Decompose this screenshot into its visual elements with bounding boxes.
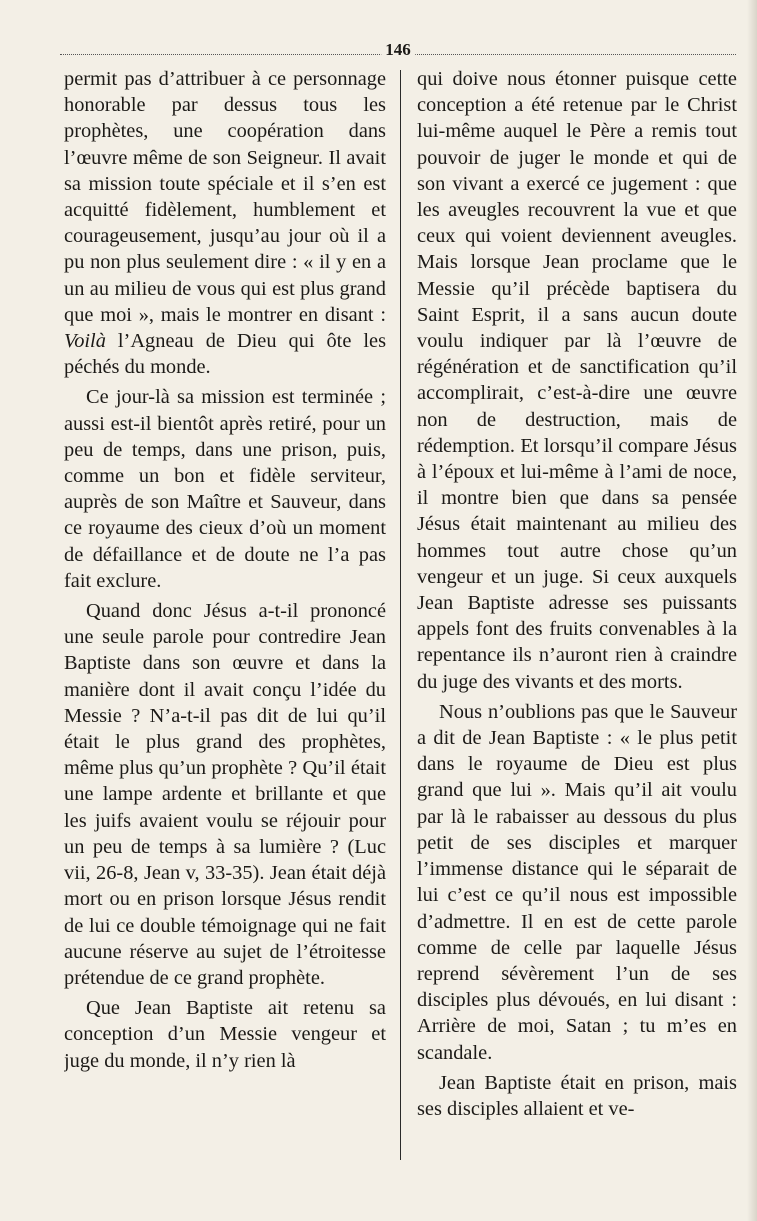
page-number: 146 xyxy=(381,40,415,60)
left-paragraph-2: Ce jour-là sa mission est terminée ; aussi est-il bientôt après retiré, pour un peu de temps, dans une prison, puis, comme un bon et fidèle serviteur, auprès de son Maître et Sauveur, dans ce royaume des cieux d’où un moment de défaillance et de doute ne l’a pas fait exclure. xyxy=(64,386,386,592)
left-paragraph-1 xyxy=(64,66,386,380)
column-divider xyxy=(400,70,401,1160)
right-paragraph-3: Jean Baptiste était en prison, mais ses disciples allaient et ve- xyxy=(417,1071,737,1120)
left-column xyxy=(64,66,386,1176)
right-paragraph-1: qui doive nous étonner puisque cette conception a été retenue par le Christ lui-même auquel le Père a remis tout pouvoir de juger le monde et qui de son vivant a exercé ce jugement : que les aveugles recouvrent la vue et que ceux qui voient deviennent aveugles. Mais lorsque Jean proclame que le Messie qu’il précède baptisera du Saint Esprit, il a sans aucun doute voulu indiquer par là l’œuvre de régénération et de sanctification qu’il accomplirait, c’est-à-dire une œuvre non de destruction, mais de rédemption. Et lorsqu’il compare Jésus à l’époux et lui-même à l’ami de noce, il montre bien que dans sa pensée Jésus était maintenant au milieu des hommes tout autre chose qu’un vengeur et un juge. Si ceux auxquels Jean Baptiste adresse ses puissants appels font des fruits convenables à la repentance ils n’auront rien à craindre du juge des vivants et des morts. xyxy=(417,68,737,693)
right-paragraph-2: Nous n’oublions pas que le Sauveur a dit de Jean Baptiste : « le plus petit dans le royaume de Dieu est plus grand que lui ». Mais qu’il ait voulu par là le rabaisser au dessous du plus petit de ses disciples et marquer l’immense distance qui le séparait de lui c’est ce qu’il nous est impossible d’admettre. Il en est de cette parole comme de celle par laquelle Jésus reprend sévèrement l’un de ses disciples plus dévoués, en lui disant : Arrière de moi, Satan ; tu m’es en scandale. xyxy=(417,700,737,1064)
page-edge xyxy=(747,0,757,1221)
right-column xyxy=(417,66,737,1176)
left-paragraph-1-end: l’Agneau de Dieu qui ôte les péchés du monde. xyxy=(64,330,386,379)
left-paragraph-1-text: permit pas d’attribuer à ce personnage honorable par dessus tous les prophètes, une coopération dans l’œuvre même de son Seigneur. Il avait sa mission toute spéciale et il s’en est acquitté fidèlement, humblement et courageusement, jusqu’au jour où il a pu non plus seulement dire : « il y en a un au milieu de vous qui est plus grand que moi », mais le montrer en disant : xyxy=(64,68,386,326)
page-header xyxy=(60,36,736,66)
left-paragraph-4: Que Jean Baptiste ait retenu sa conception d’un Messie vengeur et juge du monde, il n’y rien là xyxy=(64,997,386,1072)
left-paragraph-1-italic: Voilà xyxy=(64,330,106,353)
left-paragraph-3: Quand donc Jésus a-t-il prononcé une seule parole pour contredire Jean Baptiste dans son œuvre et dans la manière dont il avait conçu l’idée du Messie ? N’a-t-il pas dit de lui qu’il était le plus grand des prophètes, même plus qu’un prophète ? Qu’il était une lampe ardente et brillante et que les juifs avaient voulu se réjouir pour un peu de temps à sa lumière ? (Luc vii, 26-8, Jean v, 33-35). Jean était déjà mort ou en prison lorsque Jésus rendit de lui ce double témoignage qui ne fait aucune réserve au sujet de l’étroitesse prétendue de ce grand prophète. xyxy=(64,600,386,989)
